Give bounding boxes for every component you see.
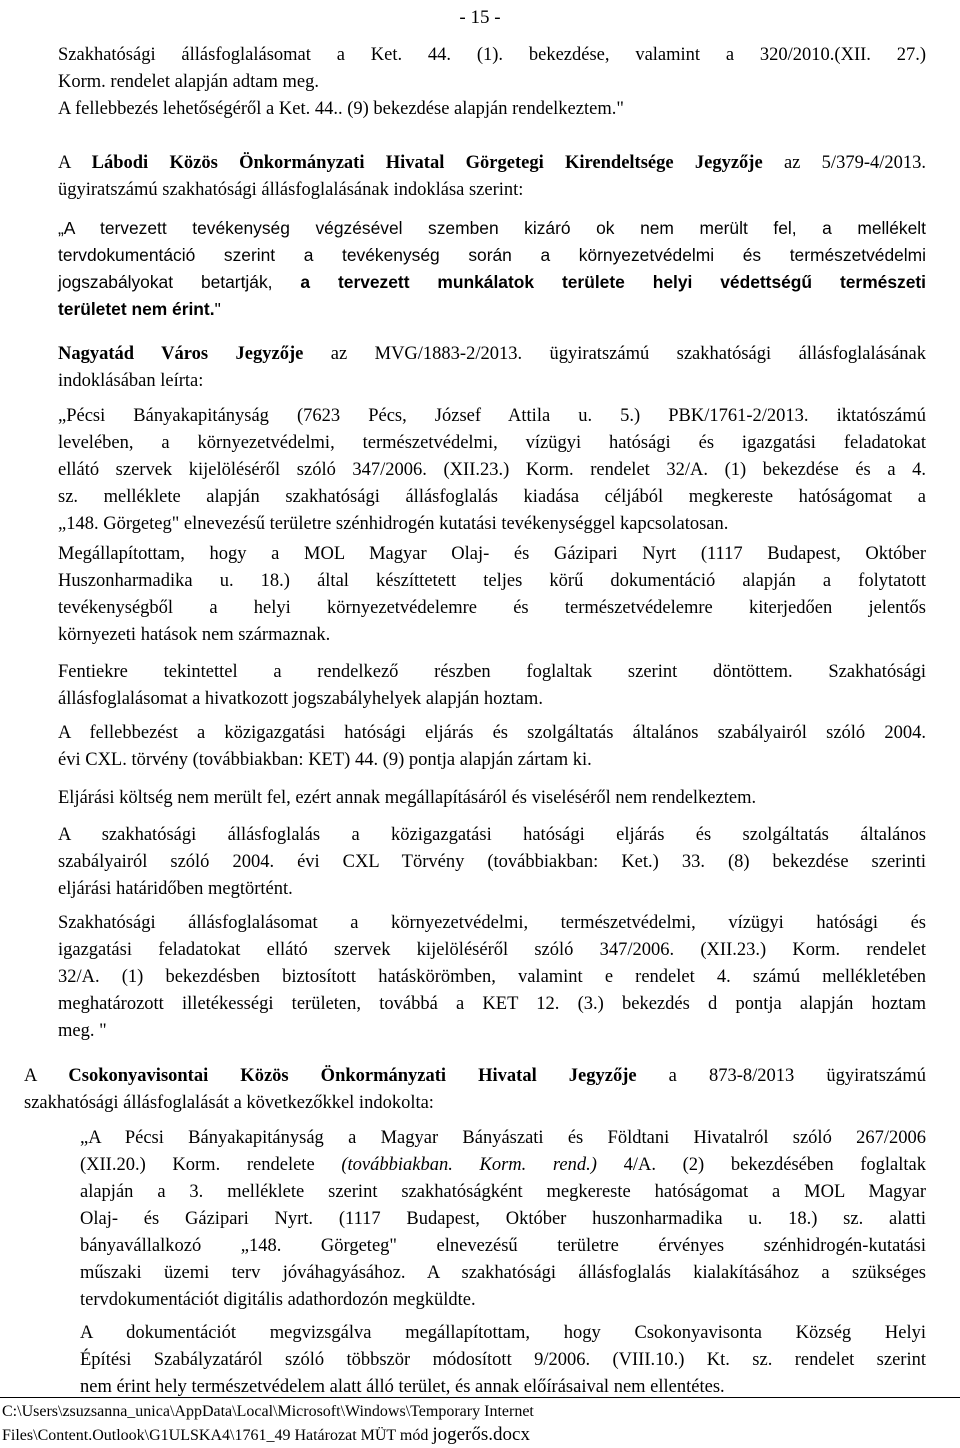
text-line: „A Pécsi Bányakapitányság a Magyar Bányászati és Földtani Hivatalról szóló 267/2006 — [80, 1128, 926, 1148]
text-line: Szakhatósági állásfoglalásomat a Ket. 44. (1). bekezdése, valamint a 320/2010.(XII. 27.) — [58, 45, 926, 65]
csokonya-p2 — [80, 1320, 926, 1401]
text-line: ellátó szervek kijelöléséről szóló 347/2006. (XII.23.) Korm. rendelet 32/A. (1) bekezdése és a 4. — [58, 460, 926, 480]
text-line: területet nem érint." — [58, 299, 221, 319]
text-line: jogszabályokat betartják, a tervezett munkálatok területe helyi védettségű természeti — [58, 272, 926, 292]
text-line: sz. melléklete alapján szakhatósági állásfoglalás kiadása céljából megkereste hatóságomat a — [58, 487, 926, 507]
csokonya-section — [24, 1063, 926, 1117]
page-number: - 15 - — [459, 7, 501, 28]
text-line: tervdokumentációt digitális adathordozón megküldte. — [80, 1290, 476, 1310]
labodi-heading: A Lábodi Közös Önkormányzati Hivatal Görgetegi Kirendeltsége Jegyzője az 5/379-4/2013. — [58, 153, 926, 173]
nagyatad-section — [58, 341, 926, 395]
text-line: szakhatósági állásfoglalását a következőkkel indokolta: — [24, 1093, 434, 1113]
nagyatad-p7 — [58, 910, 926, 1045]
text-line: eljárási határidőben megtörtént. — [58, 879, 293, 899]
nagyatad-p5 — [58, 785, 926, 812]
text-line: szabályairól szóló 2004. évi CXL Törvény (továbbiakban: Ket.) 33. (8) bekezdése szerinti — [58, 852, 926, 872]
file-path-line: C:\Users\zsuzsanna_unica\AppData\Local\Microsoft\Windows\Temporary Internet — [2, 1403, 534, 1420]
text-line: Fentiekre tekintettel a rendelkező részben foglaltak szerint döntöttem. Szakhatósági — [58, 662, 926, 682]
text-line: Építési Szabályzatáról szóló többször módosított 9/2006. (VIII.10.) Kt. sz. rendelet szerint — [80, 1350, 926, 1370]
text-line: Eljárási költség nem merült fel, ezért annak megállapításáról és viseléséről nem rendelkeztem. — [58, 788, 757, 808]
text-line: Olaj- és Gázipari Nyrt. (1117 Budapest, Október huszonharmadika u. 18.) sz. alatti — [80, 1209, 926, 1229]
text-line: (XII.20.) Korm. rendelete (továbbiakban. Korm. rend.) 4/A. (2) bekezdésében foglaltak — [80, 1155, 927, 1175]
labodi-authority: Lábodi Közös Önkormányzati Hivatal Görgetegi Kirendeltsége Jegyzője — [91, 153, 763, 173]
text-line: bányavállalkozó „148. Görgeteg" elnevezésű területre érvényes szénhidrogén-kutatási — [80, 1236, 926, 1256]
nagyatad-p1 — [58, 403, 926, 538]
text-line: A dokumentációt megvizsgálva megállapítottam, hogy Csokonyavisonta Község Helyi — [80, 1323, 926, 1343]
text-line: nem érint hely természetvédelem alatt álló terület, és annak előírásaival nem ellentétes. — [80, 1377, 725, 1397]
document-footer — [0, 1397, 960, 1445]
text-line: 32/A. (1) bekezdésben biztosított hatáskörömben, valamint e rendelet 4. számú mellékletében — [58, 967, 926, 987]
nagyatad-p4 — [58, 720, 926, 774]
csokonya-authority: Csokonyavisontai Közös Önkormányzati Hivatal Jegyzője — [68, 1066, 637, 1086]
text-line: Megállapítottam, hogy a MOL Magyar Olaj- és Gázipari Nyrt (1117 Budapest, Október — [58, 544, 926, 564]
nagyatad-p3 — [58, 659, 926, 713]
text-line: indoklásában leírta: — [58, 371, 204, 391]
text-line: Szakhatósági állásfoglalásomat a környezetvédelmi, természetvédelmi, vízügyi hatósági és — [58, 913, 926, 933]
text-line: évi CXL. törvény (továbbiakban: KET) 44. (9) pontja alapján zártam ki. — [58, 750, 592, 770]
text-line: tevékenységből a helyi környezetvédelemre és természetvédelemre kiterjedően jelentős — [58, 598, 926, 618]
csokonya-heading: A Csokonyavisontai Közös Önkormányzati Hivatal Jegyzője a 873-8/2013 ügyiratszámú — [24, 1066, 926, 1086]
text-line: meg. " — [58, 1021, 107, 1041]
nagyatad-authority: Nagyatád Város Jegyzője — [58, 344, 304, 364]
text-line: igazgatási feladatokat ellátó szervek kijelöléséről szóló 347/2006. (XII.23.) Korm. rendelet — [58, 940, 926, 960]
top-paragraph — [58, 42, 926, 123]
text-line: műszaki üzemi terv jóváhagyásához. A szakhatósági állásfoglalás kialakításához a szükséges — [80, 1263, 926, 1283]
text-line: tervdokumentáció szerint a tevékenység során a környezetvédelmi és természetvédelmi — [58, 245, 926, 265]
text-line: Korm. rendelet alapján adtam meg. — [58, 72, 319, 92]
text-line: állásfoglalásomat a hivatkozott jogszabályhelyek alapján hoztam. — [58, 689, 543, 709]
labodi-section — [58, 150, 926, 204]
csokonya-p1 — [80, 1125, 926, 1314]
nagyatad-p6 — [58, 822, 926, 903]
file-path-line: Files\Content.Outlook\G1ULSKA4\1761_49 Határozat MÜT mód jogerős.docx — [2, 1424, 530, 1445]
text-line: „148. Görgeteg" elnevezésű területre szénhidrogén kutatási tevékenységgel kapcsolatosan. — [58, 514, 729, 534]
text-line: alapján a 3. melléklete szerint szakhatóságként megkereste hatóságomat a MOL Magyar — [80, 1182, 926, 1202]
text-line: A fellebbezést a közigazgatási hatósági eljárás és szolgáltatás általános szabályairól szóló 2004. — [58, 723, 926, 743]
text-line: „Pécsi Bányakapitányság (7623 Pécs, József Attila u. 5.) PBK/1761-2/2013. iktatószámú — [58, 406, 926, 426]
text-line: levelében, a környezetvédelmi, természetvédelmi, vízügyi hatósági és igazgatási feladatokat — [58, 433, 926, 453]
text-line: A szakhatósági állásfoglalás a közigazgatási hatósági eljárás és szolgáltatás általános — [58, 825, 926, 845]
text-line: A fellebbezés lehetőségéről a Ket. 44.. (9) bekezdése alapján rendelkeztem." — [58, 99, 624, 119]
text-line: „A tervezett tevékenység végzésével szemben kizáró ok nem merült fel, a mellékelt — [58, 218, 926, 238]
text-line: ügyiratszámú szakhatósági állásfoglalásának indoklása szerint: — [58, 180, 524, 200]
nagyatad-p2 — [58, 541, 926, 649]
text-line: környezeti hatások nem származnak. — [58, 625, 331, 645]
nagyatad-heading: Nagyatád Város Jegyzője az MVG/1883-2/2013. ügyiratszámú szakhatósági állásfoglalásának — [58, 344, 926, 364]
labodi-quote — [58, 215, 926, 323]
text-line: Huszonharmadika u. 18.) által készíttetett teljes körű dokumentáció alapján a folytatott — [58, 571, 926, 591]
text-line: meghatározott illetékességi területen, továbbá a KET 12. (3.) bekezdés d pontja alapján hoztam — [58, 994, 926, 1014]
